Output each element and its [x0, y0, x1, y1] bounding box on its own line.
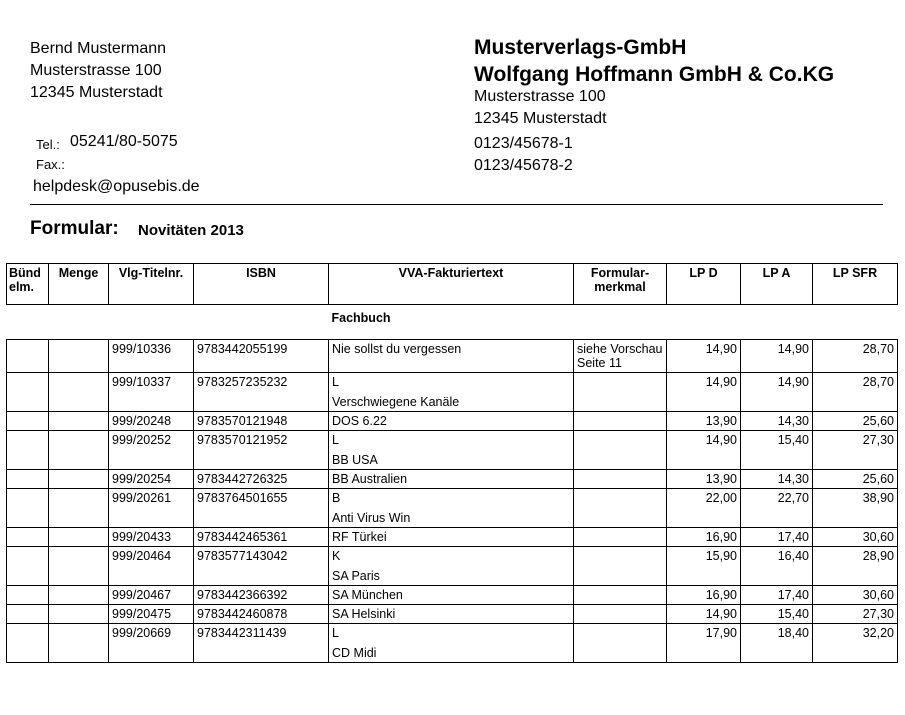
- text-line: L: [332, 375, 339, 389]
- cell-merkmal: [574, 547, 667, 586]
- text-line: CD Midi: [332, 646, 377, 660]
- cell-lpd: 16,90: [667, 528, 741, 547]
- text-line: Nie sollst du vergessen: [332, 342, 462, 356]
- cell-text: [329, 528, 574, 547]
- cell-titelnr: 999/10337: [109, 373, 194, 412]
- cell-merkmal: [574, 373, 667, 412]
- cell-titelnr: 999/20248: [109, 412, 194, 431]
- tel-label: Tel.:: [36, 137, 60, 152]
- cell-titelnr: 999/20464: [109, 547, 194, 586]
- table-row: [7, 340, 898, 373]
- cell-titelnr: 999/20467: [109, 586, 194, 605]
- text-line: SA Helsinki: [332, 607, 396, 621]
- text-line: L: [332, 433, 339, 447]
- cell-menge: [49, 489, 109, 528]
- form-name: Novitäten 2013: [138, 222, 244, 239]
- header-divider: [30, 204, 883, 205]
- cell-isbn: 9783442311439: [194, 624, 329, 663]
- cell-isbn: 9783442726325: [194, 470, 329, 489]
- table-row: [7, 412, 898, 431]
- text-line: BB USA: [332, 453, 378, 467]
- cell-isbn: 9783257235232: [194, 373, 329, 412]
- cell-lpsfr: 38,90: [813, 489, 898, 528]
- cell-isbn: 9783442366392: [194, 586, 329, 605]
- sender-street: Musterstrasse 100: [30, 62, 162, 79]
- cell-lpd: 22,00: [667, 489, 741, 528]
- cell-lpd: 14,90: [667, 340, 741, 373]
- cell-buend: [7, 547, 49, 586]
- cell-text: [329, 605, 574, 624]
- cell-menge: [49, 340, 109, 373]
- cell-lpa: 18,40: [741, 624, 813, 663]
- col-header-titelnr: Vlg-Titelnr.: [109, 264, 194, 305]
- cell-text: [329, 373, 574, 412]
- col-header-isbn: ISBN: [194, 264, 329, 305]
- table-header-row: [7, 264, 898, 305]
- col-header-menge: Menge: [49, 264, 109, 305]
- cell-lpsfr: 32,20: [813, 624, 898, 663]
- cell-menge: [49, 431, 109, 470]
- cell-text: [329, 431, 574, 470]
- cell-buend: [7, 489, 49, 528]
- cell-text: [329, 586, 574, 605]
- cell-buend: [7, 373, 49, 412]
- cell-buend: [7, 470, 49, 489]
- text-line: SA Paris: [332, 569, 380, 583]
- cell-titelnr: 999/20475: [109, 605, 194, 624]
- cell-isbn: 9783442460878: [194, 605, 329, 624]
- cell-menge: [49, 547, 109, 586]
- cell-lpa: 14,90: [741, 373, 813, 412]
- recipient-city: 12345 Musterstadt: [474, 110, 607, 127]
- table-row: [7, 624, 898, 663]
- text-line: BB Australien: [332, 472, 408, 486]
- cell-lpa: 15,40: [741, 431, 813, 470]
- cell-text: [329, 489, 574, 528]
- cell-isbn: 9783570121952: [194, 431, 329, 470]
- cell-merkmal: [574, 412, 667, 431]
- cell-lpsfr: 27,30: [813, 605, 898, 624]
- cell-buend: [7, 412, 49, 431]
- text-line: RF Türkei: [332, 530, 387, 544]
- cell-lpsfr: 25,60: [813, 412, 898, 431]
- cell-lpa: 14,30: [741, 470, 813, 489]
- group-row: [7, 305, 898, 340]
- cell-isbn: 9783577143042: [194, 547, 329, 586]
- cell-merkmal: [574, 528, 667, 547]
- cell-merkmal: [574, 489, 667, 528]
- recipient-phone2: 0123/45678-2: [474, 157, 573, 174]
- cell-titelnr: 999/20252: [109, 431, 194, 470]
- cell-merkmal: [574, 586, 667, 605]
- text-line: Anti Virus Win: [332, 511, 411, 525]
- cell-isbn: 9783764501655: [194, 489, 329, 528]
- table-row: [7, 470, 898, 489]
- table-row: [7, 605, 898, 624]
- cell-lpd: 14,90: [667, 373, 741, 412]
- text-line: K: [332, 549, 341, 563]
- fax-label: Fax.:: [36, 157, 65, 172]
- cell-buend: [7, 586, 49, 605]
- col-header-merkmal: Formular-merkmal: [574, 264, 667, 305]
- group-label: Fachbuch: [329, 305, 898, 340]
- cell-text: [329, 470, 574, 489]
- table-row: [7, 547, 898, 586]
- text-line: L: [332, 626, 339, 640]
- recipient-phone1: 0123/45678-1: [474, 135, 573, 152]
- col-header-fakturiertext: VVA-Fakturiertext: [329, 264, 574, 305]
- cell-lpd: 15,90: [667, 547, 741, 586]
- cell-titelnr: 999/20669: [109, 624, 194, 663]
- col-header-buend: Bünd elm.: [7, 264, 49, 305]
- cell-merkmal: [574, 605, 667, 624]
- cell-menge: [49, 373, 109, 412]
- recipient-street: Musterstrasse 100: [474, 88, 606, 105]
- cell-merkmal: siehe Vorschau Seite 11: [574, 340, 667, 373]
- items-table: [6, 263, 898, 663]
- cell-menge: [49, 586, 109, 605]
- email-value: helpdesk@opusebis.de: [33, 178, 200, 195]
- cell-text: [329, 547, 574, 586]
- cell-lpa: 15,40: [741, 605, 813, 624]
- cell-lpd: 13,90: [667, 470, 741, 489]
- cell-isbn: 9783442465361: [194, 528, 329, 547]
- recipient-line2: Wolfgang Hoffmann GmbH & Co.KG: [474, 63, 835, 86]
- cell-isbn: 9783442055199: [194, 340, 329, 373]
- cell-lpsfr: 27,30: [813, 431, 898, 470]
- table-row: [7, 586, 898, 605]
- cell-buend: [7, 431, 49, 470]
- text-line: SA München: [332, 588, 403, 602]
- cell-merkmal: [574, 470, 667, 489]
- cell-lpa: 16,40: [741, 547, 813, 586]
- cell-lpsfr: 28,90: [813, 547, 898, 586]
- cell-titelnr: 999/10336: [109, 340, 194, 373]
- cell-titelnr: 999/20433: [109, 528, 194, 547]
- col-header-lpa: LP A: [741, 264, 813, 305]
- cell-lpsfr: 25,60: [813, 470, 898, 489]
- cell-menge: [49, 624, 109, 663]
- col-header-lpsfr: LP SFR: [813, 264, 898, 305]
- cell-isbn: 9783570121948: [194, 412, 329, 431]
- table-row: [7, 373, 898, 412]
- table-row: [7, 489, 898, 528]
- cell-text: [329, 412, 574, 431]
- cell-lpsfr: 28,70: [813, 373, 898, 412]
- sender-name: Bernd Mustermann: [30, 40, 167, 57]
- cell-lpd: 14,90: [667, 605, 741, 624]
- cell-titelnr: 999/20254: [109, 470, 194, 489]
- col-header-lpd: LP D: [667, 264, 741, 305]
- cell-lpsfr: 30,60: [813, 528, 898, 547]
- cell-buend: [7, 340, 49, 373]
- cell-lpa: 17,40: [741, 586, 813, 605]
- cell-lpd: 17,90: [667, 624, 741, 663]
- cell-buend: [7, 605, 49, 624]
- tel-value: 05241/80-5075: [70, 133, 178, 150]
- cell-menge: [49, 412, 109, 431]
- cell-lpsfr: 28,70: [813, 340, 898, 373]
- cell-lpa: 14,90: [741, 340, 813, 373]
- table-row: [7, 431, 898, 470]
- cell-lpd: 13,90: [667, 412, 741, 431]
- table-row: [7, 528, 898, 547]
- cell-menge: [49, 528, 109, 547]
- text-line: B: [332, 491, 341, 505]
- cell-text: [329, 340, 574, 373]
- cell-lpa: 14,30: [741, 412, 813, 431]
- cell-lpd: 16,90: [667, 586, 741, 605]
- recipient-line1: Musterverlags-GmbH: [474, 36, 687, 59]
- cell-titelnr: 999/20261: [109, 489, 194, 528]
- cell-buend: [7, 528, 49, 547]
- text-line: Verschwiegene Kanäle: [332, 395, 460, 409]
- cell-lpa: 22,70: [741, 489, 813, 528]
- cell-lpa: 17,40: [741, 528, 813, 547]
- form-label: Formular:: [30, 218, 119, 239]
- cell-merkmal: [574, 624, 667, 663]
- cell-lpd: 14,90: [667, 431, 741, 470]
- cell-text: [329, 624, 574, 663]
- cell-menge: [49, 605, 109, 624]
- cell-lpsfr: 30,60: [813, 586, 898, 605]
- cell-buend: [7, 624, 49, 663]
- text-line: DOS 6.22: [332, 414, 387, 428]
- cell-menge: [49, 470, 109, 489]
- cell-merkmal: [574, 431, 667, 470]
- sender-city: 12345 Musterstadt: [30, 84, 163, 101]
